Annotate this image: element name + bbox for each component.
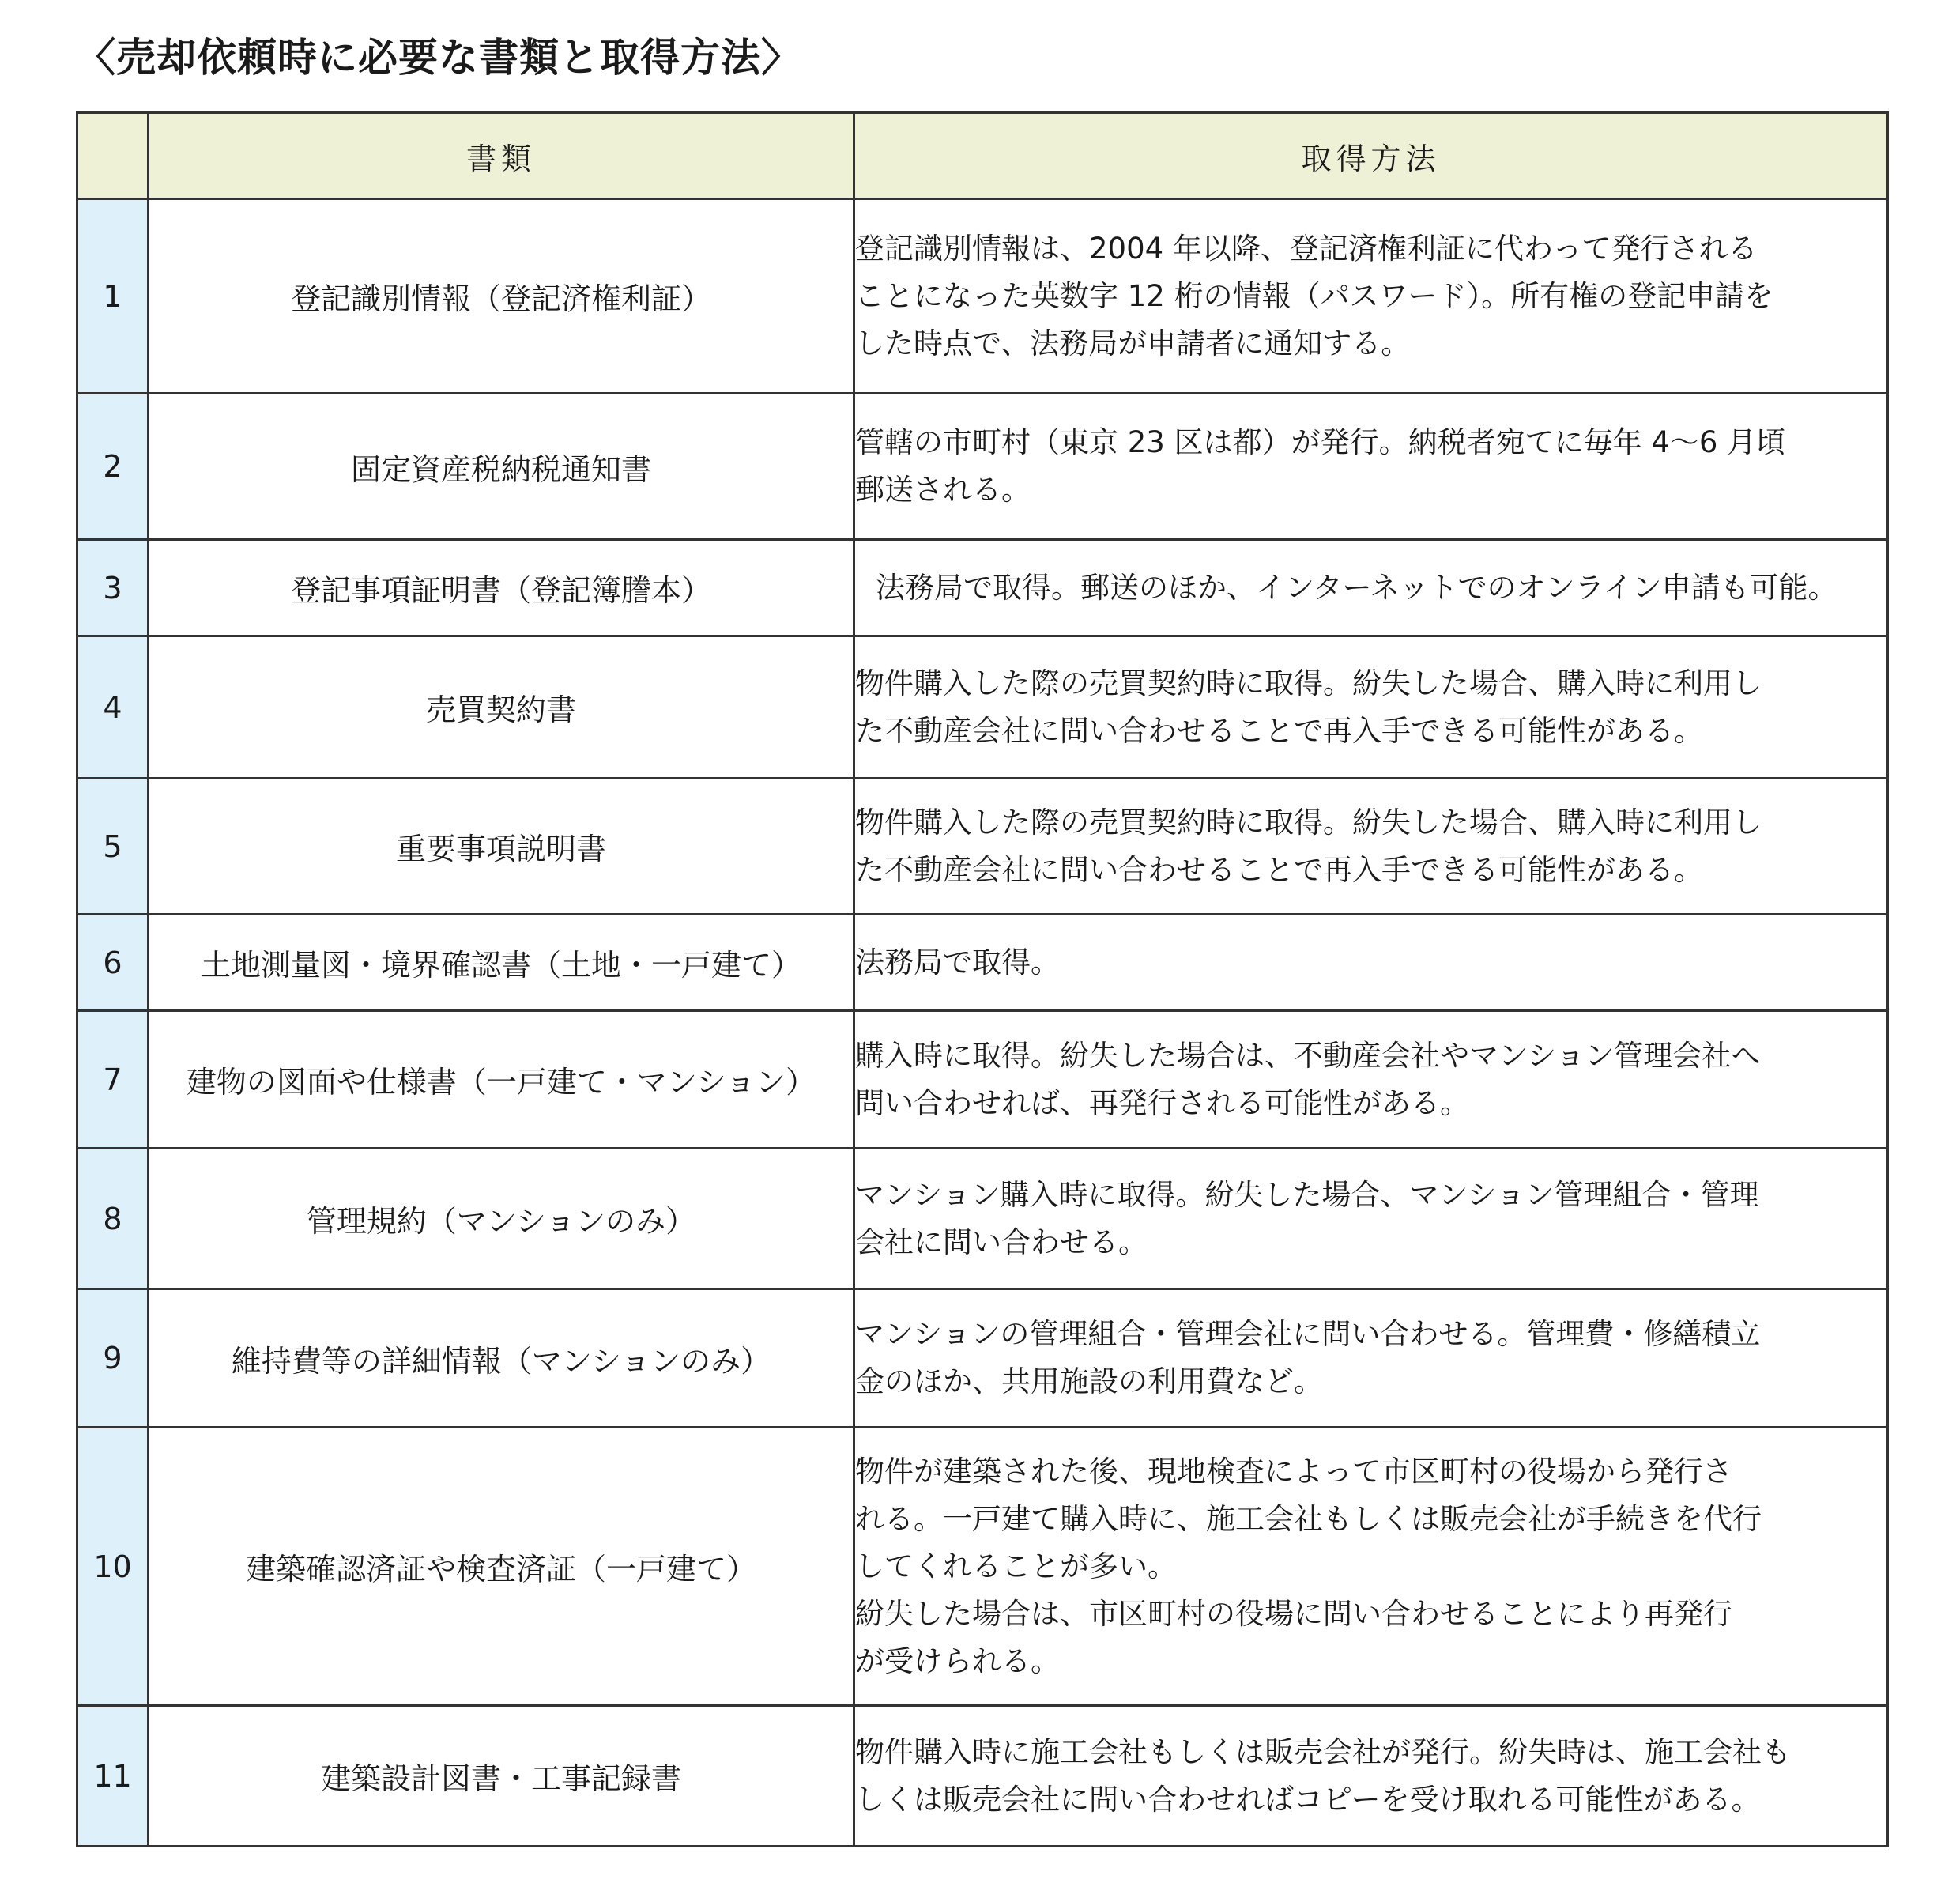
row-document: 建物の図面や仕様書（一戸建て・マンション） [149, 1011, 854, 1149]
row-document: 売買契約書 [149, 636, 854, 779]
table-row [77, 540, 1888, 636]
row-method: 物件購入時に施工会社もしくは販売会社が発行。紛失時は、施工会社も しくは販売会社に問い合わせればコピーを受け取れる可能性がある。 [854, 1706, 1888, 1847]
row-number: 3 [77, 540, 149, 636]
row-document: 維持費等の詳細情報（マンションのみ） [149, 1289, 854, 1428]
row-number: 6 [77, 915, 149, 1011]
table-row [77, 915, 1888, 1011]
row-number: 7 [77, 1011, 149, 1149]
table-row [77, 394, 1888, 540]
row-number: 9 [77, 1289, 149, 1428]
row-document: 登記事項証明書（登記簿謄本） [149, 540, 854, 636]
row-document: 固定資産税納税通知書 [149, 394, 854, 540]
table-row [77, 1706, 1888, 1847]
header-method: 取得方法 [854, 113, 1888, 199]
table-row [77, 779, 1888, 915]
row-method: マンション購入時に取得。紛失した場合、マンション管理組合・管理 会社に問い合わせる。 [854, 1149, 1888, 1289]
row-number: 8 [77, 1149, 149, 1289]
header-number [77, 113, 149, 199]
row-method: 物件購入した際の売買契約時に取得。紛失した場合、購入時に利用し た不動産会社に問い合わせることで再入手できる可能性がある。 [854, 779, 1888, 915]
table-row [77, 1428, 1888, 1706]
row-method: マンションの管理組合・管理会社に問い合わせる。管理費・修繕積立 金のほか、共用施設の利用費など。 [854, 1289, 1888, 1428]
row-document: 土地測量図・境界確認書（土地・一戸建て） [149, 915, 854, 1011]
row-method: 登記識別情報は、2004 年以降、登記済権利証に代わって発行される ことになった英数字 12 桁の情報（パスワード）。所有権の登記申請を した時点で、法務局が申請者に通知する。 [854, 199, 1888, 394]
table-row [77, 1149, 1888, 1289]
row-number: 11 [77, 1706, 149, 1847]
row-number: 2 [77, 394, 149, 540]
row-method: 物件購入した際の売買契約時に取得。紛失した場合、購入時に利用し た不動産会社に問い合わせることで再入手できる可能性がある。 [854, 636, 1888, 779]
table-row [77, 1011, 1888, 1149]
row-method: 購入時に取得。紛失した場合は、不動産会社やマンション管理会社へ 問い合わせれば、再発行される可能性がある。 [854, 1011, 1888, 1149]
row-method: 管轄の市町村（東京 23 区は都）が発行。納税者宛てに毎年 4～6 月頃 郵送される。 [854, 394, 1888, 540]
row-method: 物件が建築された後、現地検査によって市区町村の役場から発行さ れる。一戸建て購入時に、施工会社もしくは販売会社が手続きを代行 してくれることが多い。 紛失した場合は、市区町村の役場に問い合わせることにより再発行 が受けられる。 [854, 1428, 1888, 1706]
table-header-row [77, 113, 1888, 199]
row-method: 法務局で取得。郵送のほか、インターネットでのオンライン申請も可能。 [854, 540, 1888, 636]
row-document: 建築設計図書・工事記録書 [149, 1706, 854, 1847]
page-title: 〈売却依頼時に必要な書類と取得方法〉 [76, 35, 801, 81]
header-document: 書類 [149, 113, 854, 199]
row-number: 10 [77, 1428, 149, 1706]
documents-table [76, 111, 1889, 1847]
row-document: 重要事項説明書 [149, 779, 854, 915]
table-row [77, 199, 1888, 394]
table-row [77, 1289, 1888, 1428]
row-document: 建築確認済証や検査済証（一戸建て） [149, 1428, 854, 1706]
row-number: 5 [77, 779, 149, 915]
row-number: 1 [77, 199, 149, 394]
row-method: 法務局で取得。 [854, 915, 1888, 1011]
table-row [77, 636, 1888, 779]
row-document: 登記識別情報（登記済権利証） [149, 199, 854, 394]
row-number: 4 [77, 636, 149, 779]
row-document: 管理規約（マンションのみ） [149, 1149, 854, 1289]
